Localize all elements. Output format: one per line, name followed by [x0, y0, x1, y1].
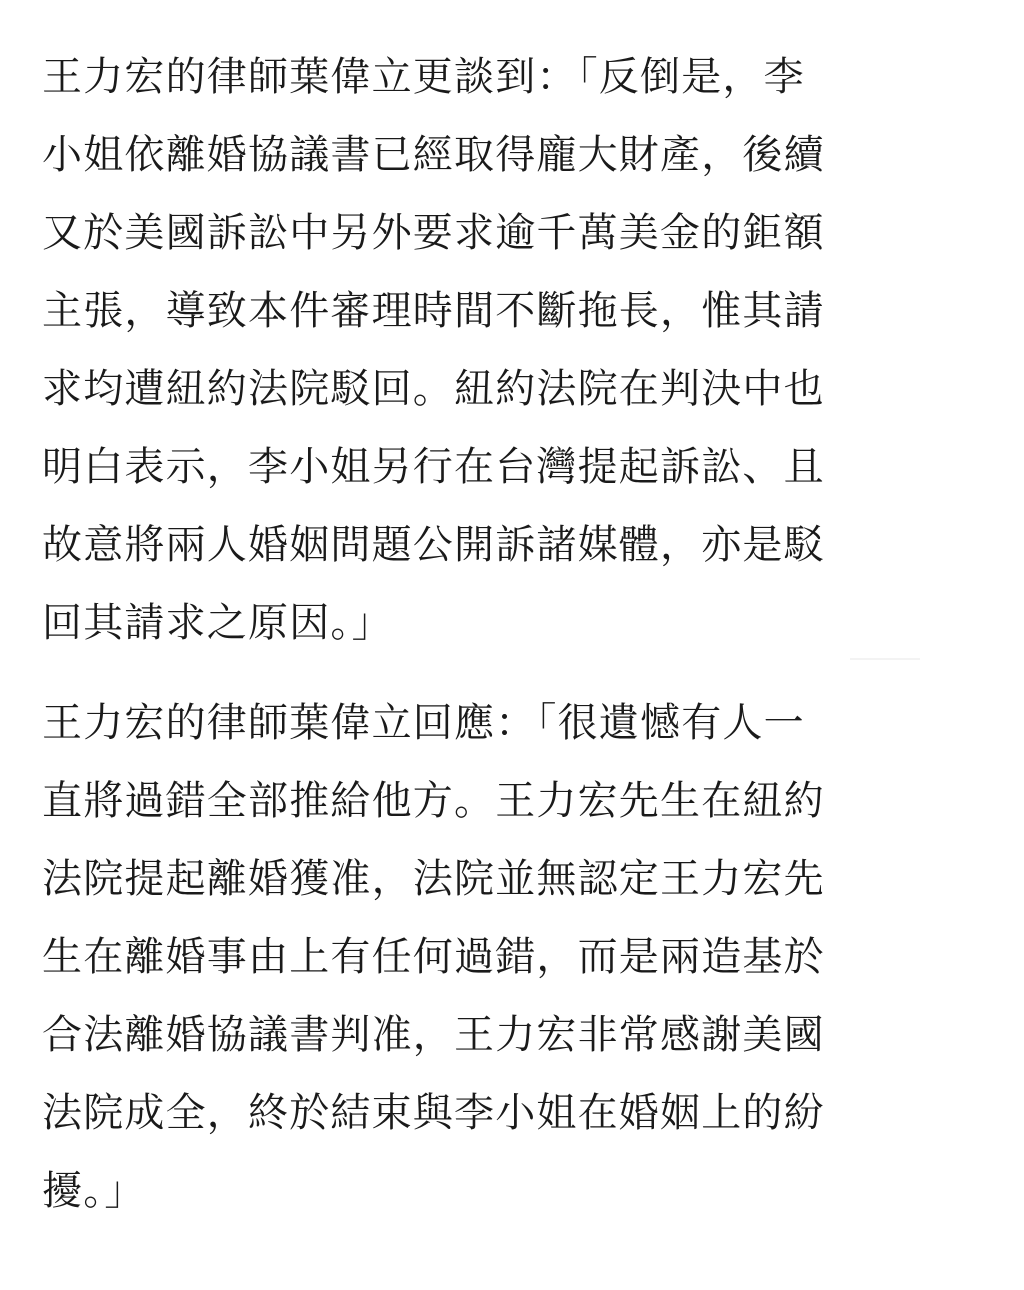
- article-body: [42, 38, 992, 1230]
- paragraph-lawyer-response: [42, 684, 992, 1230]
- text-line: 生在離婚事由上有任何過錯，而是兩造基於: [42, 934, 825, 980]
- text-line: 又於美國訴訟中另外要求逾千萬美金的鉅額: [42, 210, 825, 256]
- faint-divider: [850, 658, 920, 660]
- text-line: 主張，導致本件審理時間不斷拖長，惟其請: [42, 288, 825, 334]
- text-line: 小姐依離婚協議書已經取得龐大財產，後續: [42, 132, 825, 178]
- text-line: 故意將兩人婚姻問題公開訴諸媒體，亦是駁: [42, 522, 825, 568]
- text-line: 合法離婚協議書判准，王力宏非常感謝美國: [42, 1012, 825, 1058]
- text-line: 明白表示，李小姐另行在台灣提起訴訟、且: [42, 444, 825, 490]
- text-line: 王力宏的律師葉偉立更談到：「反倒是，李: [42, 54, 805, 100]
- text-line: 直將過錯全部推給他方。王力宏先生在紐約: [42, 778, 825, 824]
- text-line: 擾。」: [42, 1168, 146, 1214]
- text-line: 求均遭紐約法院駁回。紐約法院在判決中也: [42, 366, 825, 412]
- paragraph-lawyer-statement: [42, 38, 992, 662]
- text-line: 法院成全，終於結束與李小姐在婚姻上的紛: [42, 1090, 825, 1136]
- text-line: 王力宏的律師葉偉立回應：「很遺憾有人一: [42, 700, 805, 746]
- text-line: 法院提起離婚獲准，法院並無認定王力宏先: [42, 856, 825, 902]
- text-line: 回其請求之原因。」: [42, 600, 393, 646]
